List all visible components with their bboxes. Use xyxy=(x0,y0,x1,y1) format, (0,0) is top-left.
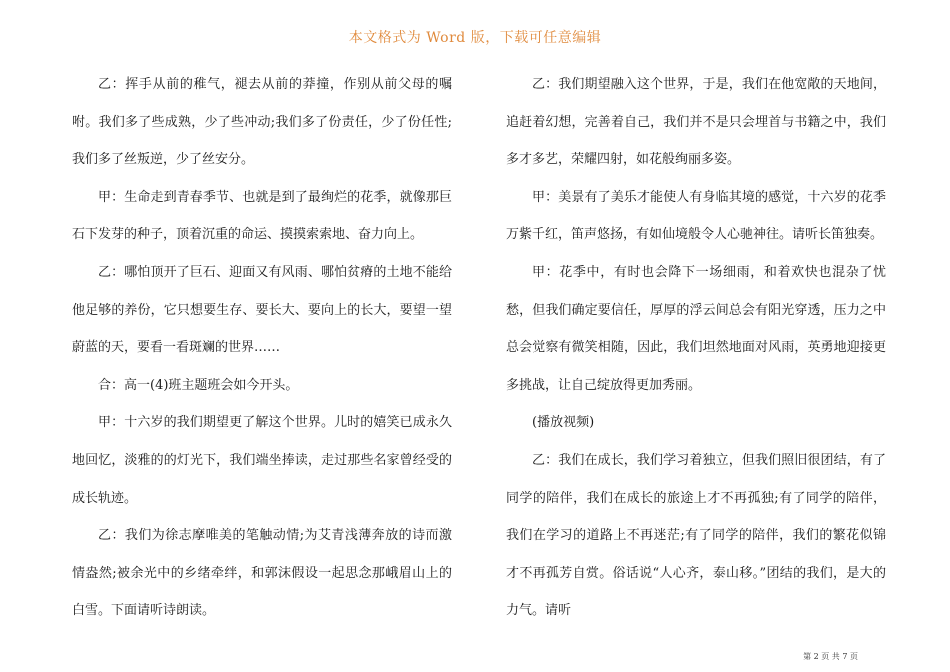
paragraph: (播放视频) xyxy=(532,415,595,431)
paragraph: 乙：我们在成长，我们学习着独立，但我们照旧很团结，有了同学的陪伴，我们在成长的旅途上才不再孤独;有了同学的陪伴，我们在学习的道路上不再迷茫;有了同学的陪伴，我们的繁花似锦才不再孤芳自赏。俗话说“人心齐，泰山移。”团结的我们，是大的力气。请听 xyxy=(506,452,886,619)
right-column xyxy=(506,66,886,630)
header-watermark: 本文格式为 Word 版，下载可任意编辑 xyxy=(348,30,602,46)
paragraph: 甲：十六岁的我们期望更了解这个世界。儿时的嬉笑已成永久地回忆，淡雅的的灯光下，我们端坐捧读，走过那些名家曾经受的成长轨迹。 xyxy=(72,415,452,506)
paragraph: 甲：美景有了美乐才能使人有身临其境的感觉，十六岁的花季万紫千红，笛声悠扬，有如仙境般令人心驰神往。请听长笛独奏。 xyxy=(506,189,886,243)
paragraph: 甲：生命走到青春季节、也就是到了最绚烂的花季，就像那巨石下发芽的种子，顶着沉重的命运、摸摸索索地、奋力向上。 xyxy=(72,189,452,243)
paragraph: 乙：我们为徐志摩唯美的笔触动情;为艾青浅薄奔放的诗而激情盎然;被余光中的乡绪牵绊，和郭沫假设一起思念那峨眉山上的白雪。下面请听诗朗读。 xyxy=(72,528,452,619)
paragraph: 乙：我们期望融入这个世界，于是，我们在他宽敞的天地间，追赶着幻想，完善着自己，我们并不是只会埋首与书籍之中，我们多才多艺，荣耀四射，如花般绚丽多姿。 xyxy=(506,77,886,168)
paragraph: 甲：花季中，有时也会降下一场细雨，和着欢快也混杂了忧愁，但我们确定要信任，厚厚的浮云间总会有阳光穿透，压力之中总会觉察有微笑相随，因此，我们坦然地面对风雨，英勇地迎接更多挑战，让自己绽放得更加秀丽。 xyxy=(506,264,886,393)
paragraph: 乙：挥手从前的稚气，褪去从前的莽撞，作别从前父母的嘱咐。我们多了些成熟，少了些冲动;我们多了份责任，少了份任性;我们多了丝叛逆，少了丝安分。 xyxy=(72,77,452,168)
page-number: 第 2 页 共 7 页 xyxy=(803,652,858,661)
paragraph: 合：高一(4)班主题班会如今开头。 xyxy=(98,377,299,393)
left-column xyxy=(72,66,452,630)
paragraph: 乙：哪怕顶开了巨石、迎面又有风雨、哪怕贫瘠的土地不能给他足够的养份，它只想要生存、要长大、要向上的长大，要望一望蔚蓝的天，要看一看斑斓的世界…… xyxy=(72,264,452,356)
